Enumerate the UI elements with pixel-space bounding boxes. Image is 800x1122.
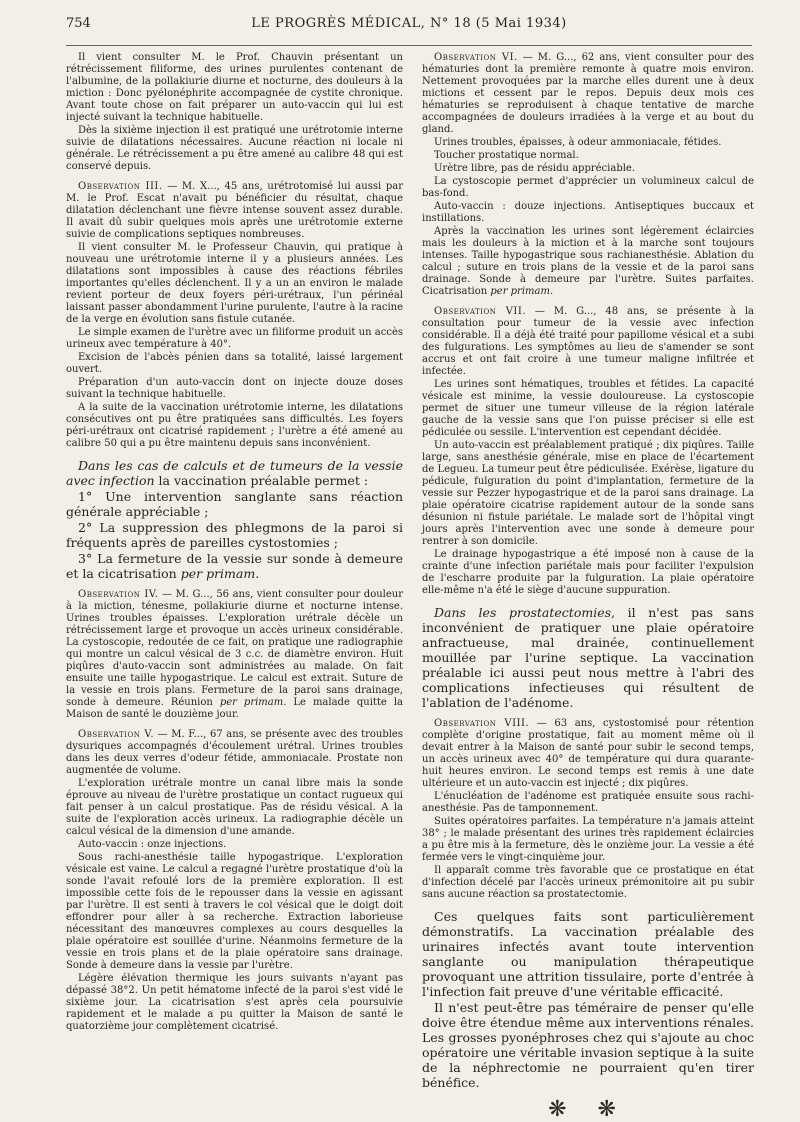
paragraph: Excision de l'abcès pénien dans sa totalité, laissé largement ouvert. <box>66 352 403 375</box>
paragraph: Urètre libre, pas de résidu appréciable. <box>434 163 636 174</box>
observation-label: Observation VII. <box>434 306 527 317</box>
observation-text: — M. F..., 67 ans, se présente avec des troubles dysuriques accompagnés d'écoulement urétral. Urines troubles dans les deux verres d'odeur fétide, ammoniacale. Prostate non augmentée de volume. <box>66 729 403 776</box>
paragraph: Les urines sont hématiques, troubles et fétides. La capacité vésicale est minime, la vessie douloureuse. La cystoscopie permet de situer une tumeur villeuse de la région latérale gauche de la vessie sans que l'on puisse préciser si elle est pédiculée ou sessile. L'intervention est cependant décidée. <box>422 379 754 438</box>
prostatectomies-paragraph <box>422 605 754 710</box>
paragraph: Dès la sixième injection il est pratiqué une urétrotomie interne suivie de dilatations nécessaires. Aucune réaction ni locale ni générale. Le rétrécissement a pu être amené au calibre 48 qui est conservé depuis. <box>66 125 403 172</box>
paragraph: Il vient consulter M. le Professeur Chauvin, qui pratique à nouveau une urétrotomie interne il y a plusieurs années. Les dilatations sont impossibles à cause des réactions fébriles importantes qu'elles déclenchent. Il y a un an environ le malade revient porteur de deux foyers péri-urétraux, l'un périnéal laissant passer abondamment l'urine purulente, l'autre à la racine de la verge en évolution sans fistule cutanée. <box>66 242 403 325</box>
calculs-paragraph <box>66 458 403 488</box>
page-header <box>66 16 752 38</box>
observation-5 <box>66 729 403 777</box>
paragraph: Il apparaît comme très favorable que ce prostatique en état d'infection décelé par l'accès urineux prémonitoire ait pu subir sans aucune réaction sa prostatectomie. <box>422 865 754 900</box>
observation-text: — M. X..., 45 ans, urétrotomisé lui aussi par M. le Prof. Escat n'avait pu bénéficier du résultat, chaque dilatation déclenchant une fièvre intense souvent assez durable. Il avait dû subir quelques mois après une urétrotomie externe suivie de complications septiques nombreuses. <box>66 181 403 240</box>
paragraph: Sous rachi-anesthésie taille hypogastrique. L'exploration vésicale est vaine. Le calcul a regagné l'urètre prostatique d'où la sonde l'avait refoulé lors de la première exploration. Il est impossible cette fois de le repousser dans la vessie en agissant par l'urètre. Il est senti à travers le col vésical que le doigt doit effondrer pour aller à sa recherche. Extraction laborieuse nécessitant des manœuvres complexes au cours desquelles la plaie opératoire est souillée d'urine. Néanmoins fermeture de la vessie en trois plans et de la plaie opératoire sans drainage. Sonde à demeure dans la vessie par l'urètre. <box>66 852 403 971</box>
paragraph: Urines troubles, épaisses, à odeur ammoniacale, fétides. <box>434 137 722 148</box>
running-title: LE PROGRÈS MÉDICAL, N° 18 (5 Mai 1934) <box>251 16 567 31</box>
paragraph: Auto-vaccin : douze injections. Antiseptiques buccaux et instillations. <box>422 201 754 224</box>
observation-text-end: Le malade quitte la Maison de santé le douzième jour. <box>66 697 403 720</box>
observation-text: — 63 ans, cystostomisé pour rétention complète d'origine prostatique, fait au moment même où il devait entrer à la Maison de santé pour subir le second temps, un accès urineux avec 40° de température qui dura quarante-huit heures environ. Le second temps est remis à une date ultérieure et un auto-vaccin est injecté ; dix piqûres. <box>422 718 754 789</box>
paragraph: Il vient consulter M. le Prof. Chauvin présentant un rétrécissement filiforme, des urines purulentes contenant de l'albumine, de la pollakiurie diurne et nocturne, des douleurs à la miction : Donc pyélonéphrite accompagnée de cystite chronique. Avant toute chose on fait préparer un auto-vaccin qui lui est injecté suivant la technique habituelle. <box>66 52 403 123</box>
paragraph: Suites opératoires parfaites. La température n'a jamais atteint 38° ; le malade présentant des urines très rapidement éclaircies a pu être mis à la fermeture, dès le onzième jour. La vessie a été fermée vers le vingt-cinquième jour. <box>422 816 754 863</box>
left-column <box>66 52 403 1042</box>
observation-label: Observation III. <box>78 181 163 192</box>
ornament-icon: ❋ ❋ <box>548 1097 628 1122</box>
observation-label: Observation V. <box>78 729 155 740</box>
observation-label: Observation IV. <box>78 589 159 600</box>
observation-8 <box>422 718 754 790</box>
conclusion-paragraph: Il n'est peut-être pas téméraire de penser qu'elle doive être étendue même aux interventions rénales. Les grosses pyonéphroses chez qui s'ajoute au choc opératoire une véritable invasion septique à la suite de la néphrectomie ne pourraient qu'en tirer bénéfice. <box>422 1000 754 1090</box>
paragraph: Le simple examen de l'urètre avec un filiforme produit un accès urineux avec température à 40°. <box>66 327 403 350</box>
paragraph-italic: per primam. <box>490 286 554 297</box>
paragraph: A la suite de la vaccination urétrotomie interne, les dilatations consécutives ont pu être pratiquées sans difficultés. Les foyers péri-urétraux ont cicatrisé rapidement ; l'urètre a été amené au calibre 50 qui a pu être maintenu depuis sans inconvénient. <box>66 402 403 449</box>
observation-7 <box>422 306 754 378</box>
observation-3 <box>66 181 403 241</box>
paragraph: Auto-vaccin : onze injections. <box>78 839 227 850</box>
list-item <box>66 551 403 581</box>
list-item: 1° Une intervention sanglante sans réaction générale appréciable ; <box>66 489 403 519</box>
page-number: 754 <box>66 16 91 31</box>
paragraph: Un auto-vaccin est préalablement pratiqué ; dix piqûres. Taille large, sans anesthésie générale, mise en place de l'écartement de Legueu. La tumeur peut être pédiculisée. Exérèse, ligature du pédicule, fulguration du point d'implantation, fermeture de la vessie sur Pezzer hypogastrique et de la paroi sans drainage. La plaie opératoire cicatrise rapidement autour de la sonde sans désunion ni fistule pariétale. Le malade sort de l'hôpital vingt jours après l'intervention avec une sonde à demeure pour rentrer à son domicile. <box>422 440 755 547</box>
observation-italic: per primam. <box>219 697 287 708</box>
list-item: 2° La suppression des phlegmons de la paroi si fréquents après de pareilles cystostomies ; <box>66 520 403 550</box>
observation-text: — M. G..., 62 ans, vient consulter pour des hématuries dont la première remonte à quatre mois environ. Nettement provoquées par la marche elles durent une à deux mictions et cessent par le repos. Depuis deux mois ces hématuries se reproduisent à chaque tentative de marche accompagnées de douleurs irradiées à la verge et au bout du gland. <box>422 52 754 135</box>
paragraph: Préparation d'un auto-vaccin dont on injecte douze doses suivant la technique habituelle. <box>66 377 403 400</box>
paragraph: Légère élévation thermique les jours suivants n'ayant pas dépassé 38°2. Un petit hématome infecté de la paroi s'est vidé le sixième jour. La cicatrisation s'est après cela poursuivie rapidement et le malade a pu quitter la Maison de santé le quatorzième jour complètement cicatrisé. <box>66 973 403 1032</box>
prostatectomies-italic: Dans les prostatectomies, <box>434 605 615 620</box>
calculs-italic: Dans les cas de calculs et de tumeurs de la vessie avec infection <box>66 458 403 488</box>
list-text: 3° La fermeture de la vessie sur sonde à demeure et la cicatrisation <box>66 551 403 581</box>
list-italic: per primam. <box>180 566 260 581</box>
paragraph: La cystoscopie permet d'apprécier un volumineux calcul de bas-fond. <box>422 176 754 199</box>
paragraph: Le drainage hypogastrique a été imposé non à cause de la crainte d'une infection pariétale mais pour faciliter l'expulsion de l'escharre produite par la fulguration. La plaie opératoire elle-même n'a été le siège d'aucune suppuration. <box>422 549 754 596</box>
prostatectomies-text: il n'est pas sans inconvénient de pratiquer une plaie opératoire anfractueuse, mal drainée, continuellement mouillée par l'urine septique. La vaccination préalable ici aussi peut nous mettre à l'abri des complications infectieuses qui résultent de l'ablation de l'adénome. <box>422 605 754 710</box>
header-rule <box>66 45 752 46</box>
calculs-text: la vaccination préalable permet : <box>158 473 369 488</box>
paragraph <box>422 226 754 298</box>
right-column <box>422 52 755 1122</box>
observation-text: — M. G..., 56 ans, vient consulter pour douleur à la miction, ténesme, pollakiurie diurne et nocturne intense. Urines troubles épaisses. L'exploration urétrale décèle un rétrécissement large et provoque un accès urineux considérable. La cystoscopie, redoutée de ce fait, on pratique une radiographie qui montre un calcul vésical de 3 c.c. de diamètre environ. Huit piqûres d'auto-vaccin sont administrées au malade. On fait ensuite une taille hypogastrique. Le calcul est extrait. Suture de la vessie en trois plans. Fermeture de la paroi sans drainage, sonde à demeure. Réunion <box>66 589 403 708</box>
observation-label: Observation VI. <box>434 52 518 63</box>
paragraph: L'exploration urétrale montre un canal libre mais la sonde éprouve au niveau de l'urètre prostatique un contact rugueux qui fait penser à un calcul prostatique. Pas de résidu vésical. A la suite de l'exploration accès urineux. La radiographie décèle un calcul vésical de la dimension d'une amande. <box>66 778 403 837</box>
paragraph-text: Après la vaccination les urines sont légèrement éclaircies mais les douleurs à la miction et à la marche sont toujours intenses. Taille hypogastrique sous rachianesthésie. Ablation du calcul ; suture en trois plans de la vessie et de la paroi sans drainage. Sonde à demeure par l'urètre. Suites parfaites. Cicatrisation <box>422 226 754 297</box>
paragraph: Toucher prostatique normal. <box>434 150 579 161</box>
observation-4 <box>66 589 403 721</box>
observation-6 <box>422 52 754 136</box>
conclusion-paragraph: Ces quelques faits sont particulièrement démonstratifs. La vaccination préalable des urinaires infectés avant toute intervention sanglante ou manipulation thérapeutique provoquant une attrition tissulaire, porte d'entrée à l'infection fait preuve d'une véritable efficacité. <box>422 909 754 999</box>
observation-text: — M. G..., 48 ans, se présente à la consultation pour tumeur de la vessie avec infection considérable. Il a déjà été traité pour papillome vésical et a subi des fulgurations. Les symptômes au lieu de s'amender se sont accrus et ont fait croire à une tumeur maligne infiltrée et infectée. <box>422 306 754 377</box>
paragraph: L'énucléation de l'adénome est pratiquée ensuite sous rachi-anesthésie. Pas de tamponnement. <box>422 791 754 814</box>
observation-label: Observation VIII. <box>434 718 530 729</box>
